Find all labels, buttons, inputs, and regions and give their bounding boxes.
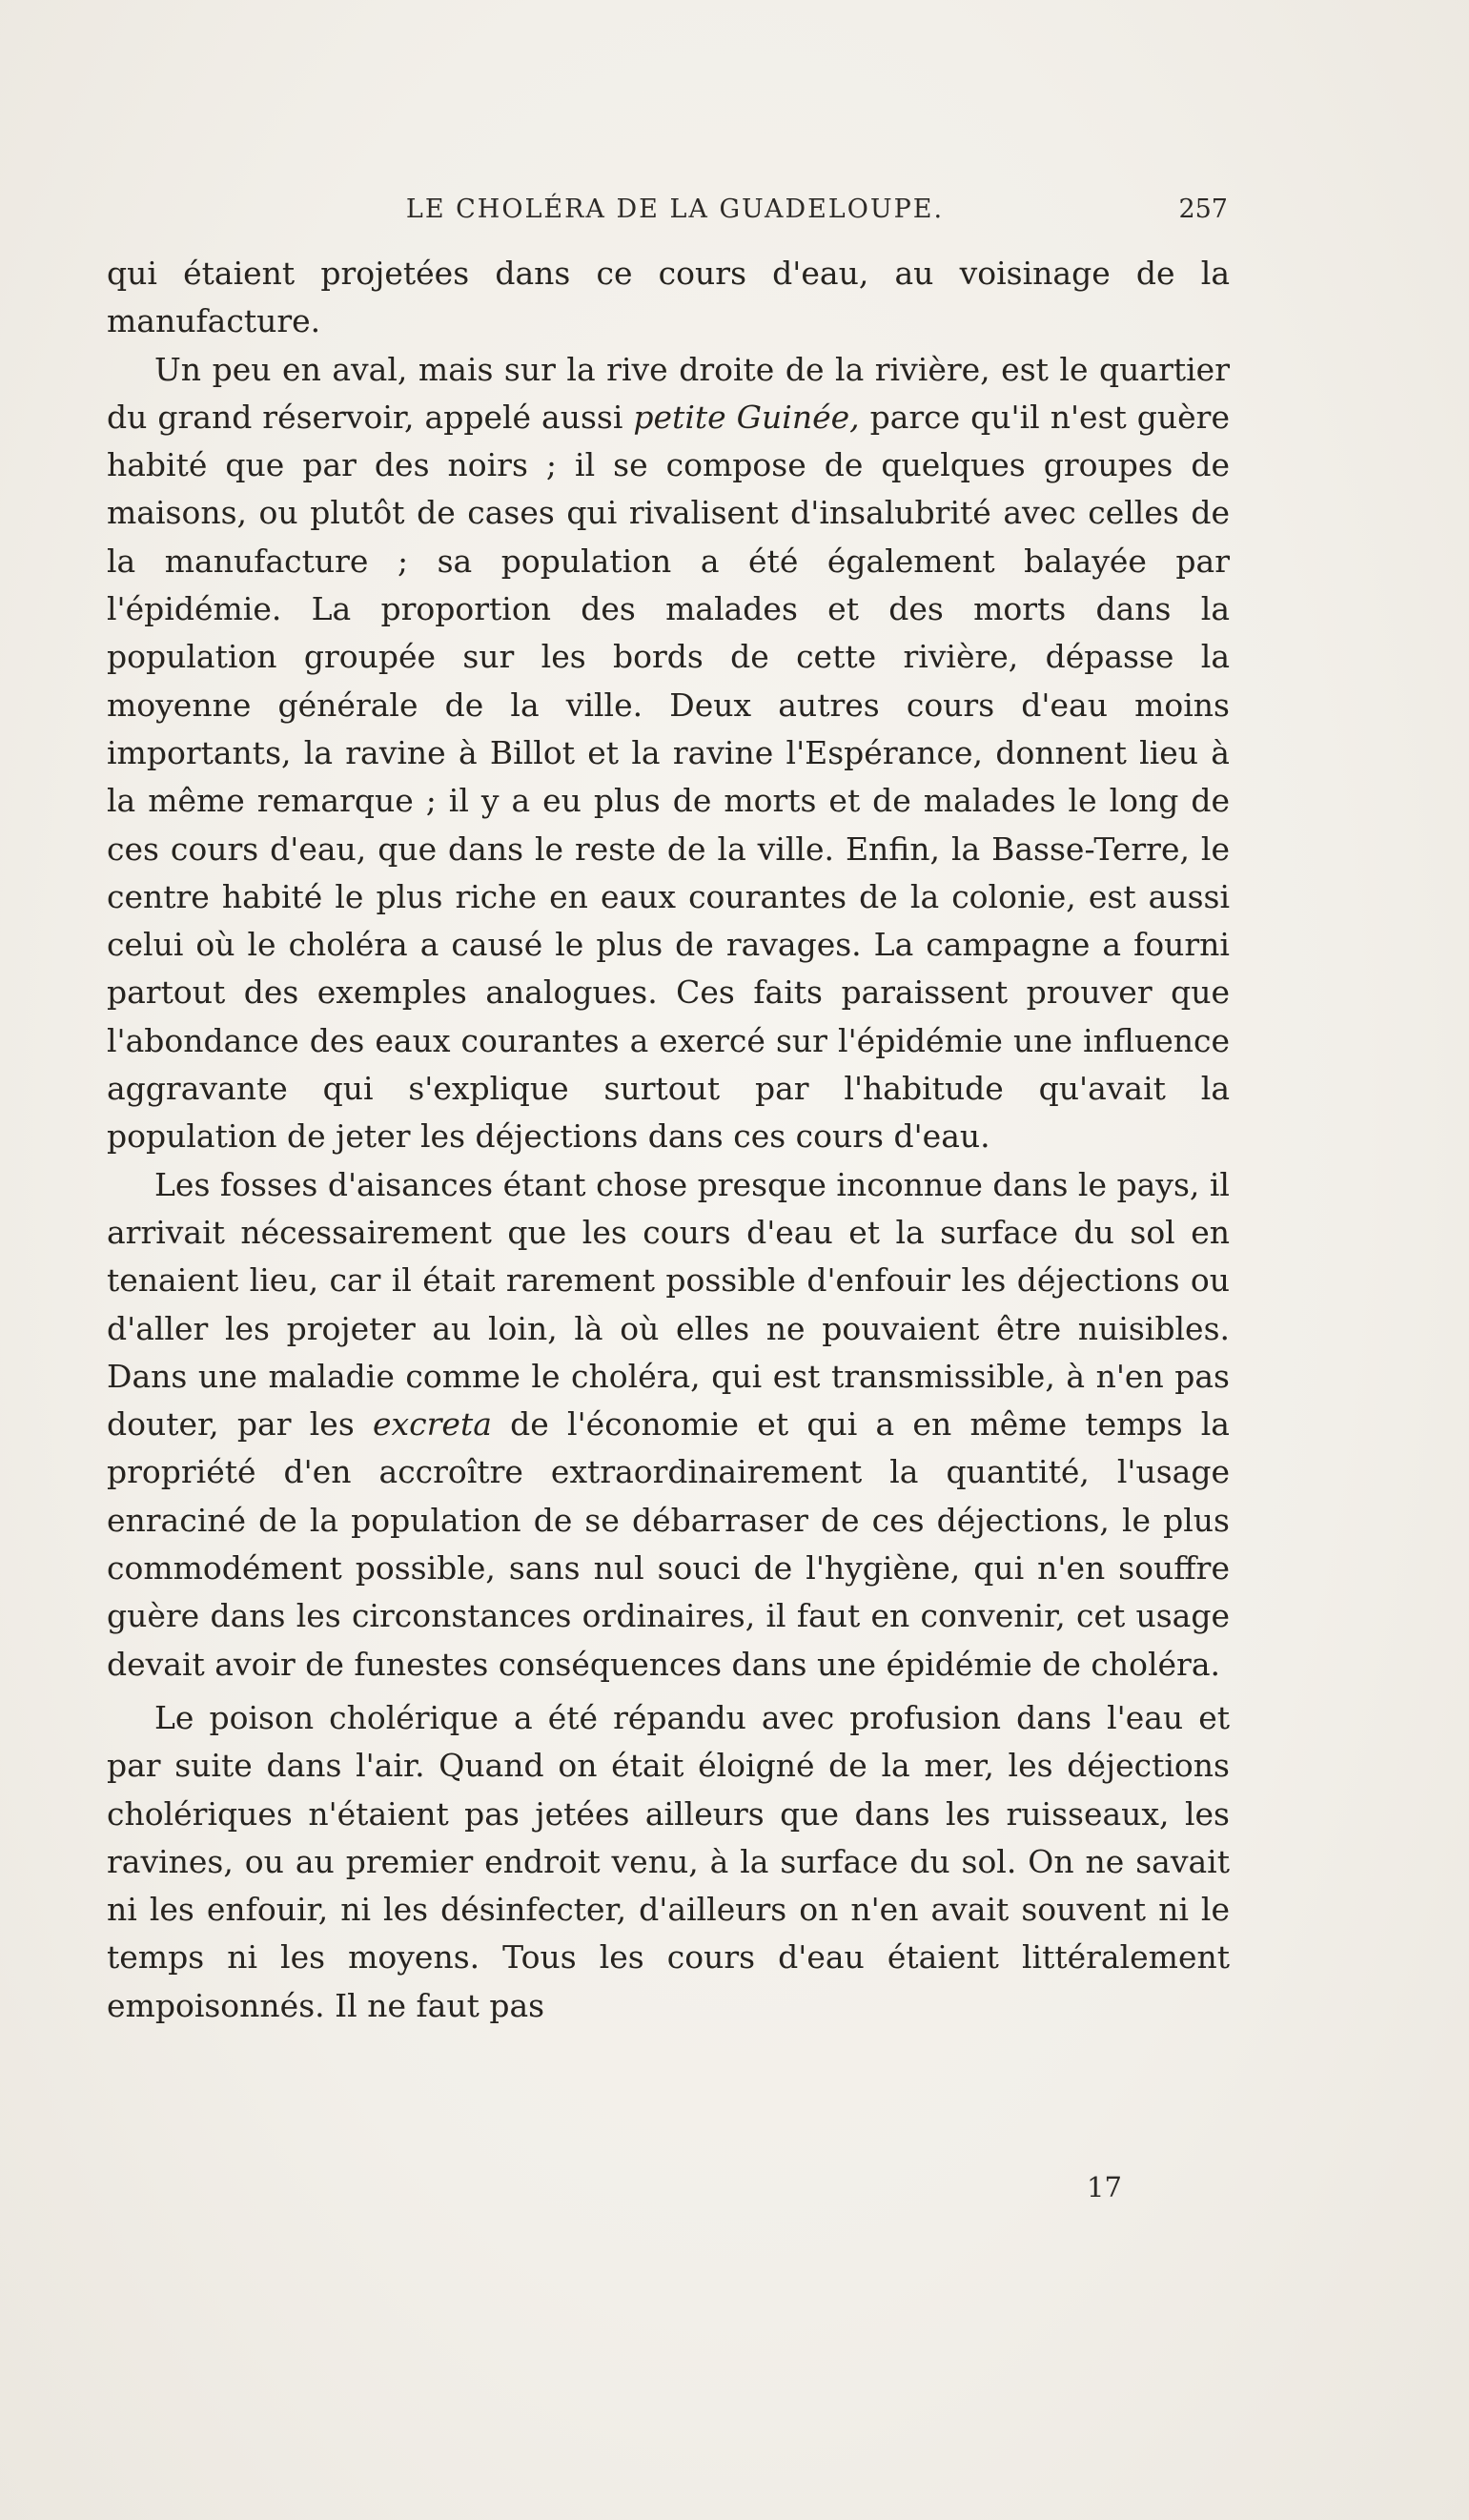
paragraph-2 [107,346,1230,1161]
paragraph-3-emphasis: excreta [373,1405,492,1444]
paragraph-2-text-start: Un peu en aval, mais sur la rive droite de la rivière, est le quartier du grand réservoir, appelé aussi [107,350,1230,436]
paragraph-3 [107,1161,1230,1689]
page-number: 257 [1178,195,1228,224]
paragraph-3-text-end: de l'économie et qui a en même temps la propriété d'en accroître extraordinairement la quantité, l'usage enraciné de la population de se débarraser de ces déjections, le plus commodément possible, sans nul souci de l'hygiène, qui n'en souffre guère dans les circonstances ordinaires, il faut en convenir, cet usage devait avoir de funestes conséquences dans une épidémie de choléra. [107,1405,1230,1683]
page-header [122,195,1228,236]
paragraph-2-text-end: parce qu'il n'est guère habité que par des noirs ; il se compose de quelques groupes de maisons, ou plutôt de cases qui rivalisent d'insalubrité avec celles de la manufacture ; sa population a été également balayée par l'épidémie. La proportion des malades et des morts dans la population groupée sur les bords de cette rivière, dépasse la moyenne générale de la ville. Deux autres cours d'eau moins importants, la ravine à Billot et la ravine l'Espérance, donnent lieu à la même remarque ; il y a eu plus de morts et de malades le long de ces cours d'eau, que dans le reste de la ville. Enfin, la Basse-Terre, le centre habité le plus riche en eaux courantes de la colonie, est aussi celui où le choléra a causé le plus de ravages. La campagne a fourni partout des exemples analogues. Ces faits paraissent prouver que l'abondance des eaux courantes a exercé sur l'épidémie une influence aggravante qui s'explique surtout par l'habitude qu'avait la population de jeter les déjections dans ces cours d'eau. [107,398,1230,1156]
body-text [107,250,1230,2030]
paragraph-4 [107,1694,1230,2030]
paragraph-1-text: qui étaient projetées dans ce cours d'eau, au voisinage de la manufacture. [107,255,1230,340]
paragraph-2-emphasis: petite Guinée, [633,398,860,436]
signature-mark: 17 [1087,2171,1122,2203]
running-title: LE CHOLÉRA DE LA GUADELOUPE. [405,195,945,224]
paragraph-3-text-start: Les fosses d'aisances étant chose presque inconnue dans le pays, il arrivait nécessairement que les cours d'eau et la surface du sol en tenaient lieu, car il était rarement possible d'enfouir les déjections ou d'aller les projeter au loin, là où elles ne pouvaient être nuisibles. Dans une maladie comme le choléra, qui est transmissible, à n'en pas douter, par les [107,1165,1230,1444]
paragraph-1 [107,250,1230,346]
paragraph-4-text: Le poison cholérique a été répandu avec profusion dans l'eau et par suite dans l'air. Quand on était éloigné de la mer, les déjections cholériques n'étaient pas jetées ailleurs que dans les ruisseaux, les ravines, ou au premier endroit venu, à la surface du sol. On ne savait ni les enfouir, ni les désinfecter, d'ailleurs on n'en avait souvent ni le temps ni les moyens. Tous les cours d'eau étaient littéralement empoisonnés. Il ne faut pas [107,1698,1230,2024]
